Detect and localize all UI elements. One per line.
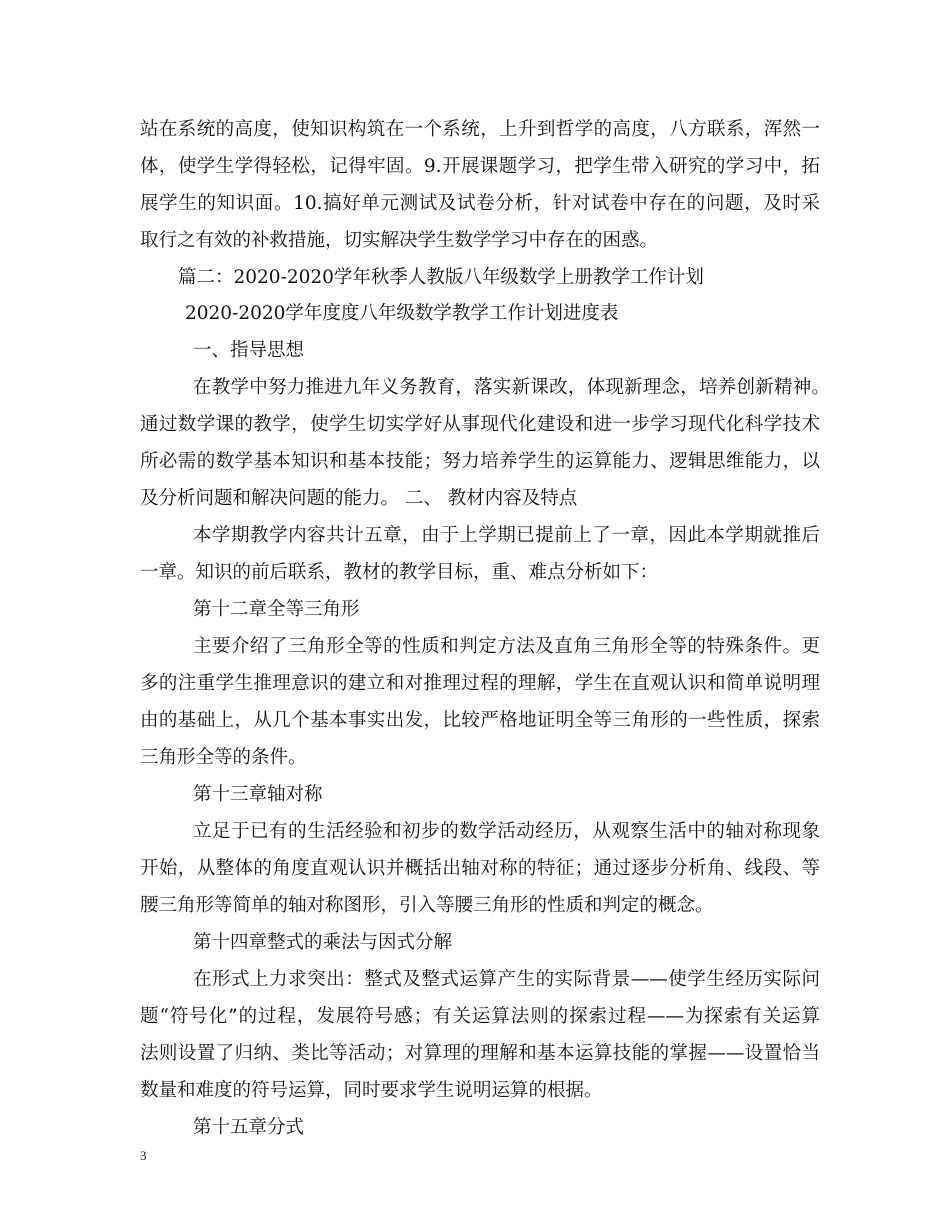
page-number: 3	[140, 1148, 147, 1163]
paragraph-line: 主要介绍了三角形全等的性质和判定方法及直角三角形全等的特殊条件。更	[193, 636, 820, 657]
paragraph-line: 本学期教学内容共计五章，由于上学期已提前上了一章，因此本学期就推后	[193, 525, 820, 546]
paragraph-line: 通过数学课的教学，使学生切实学好从事现代化建设和进一步学习现代化科学技术	[140, 414, 820, 435]
chapter-heading: 第十五章分式	[193, 1117, 305, 1138]
paragraph-line: 一章。知识的前后联系，教材的教学目标，重、难点分析如下：	[140, 562, 659, 583]
paragraph-line: 腰三角形等简单的轴对称图形，引入等腰三角形的性质和判定的概念。	[140, 895, 714, 916]
paragraph-line: 所必需的数学基本知识和基本技能；努力培养学生的运算能力、逻辑思维能力，以	[140, 451, 820, 472]
chapter-heading: 第十三章轴对称	[193, 784, 323, 805]
paragraph-line: 多的注重学生推理意识的建立和对推理过程的理解，学生在直观认识和简单说明理	[140, 673, 820, 694]
paragraph-line: 数量和难度的符号运算，同时要求学生说明运算的根据。	[140, 1080, 603, 1101]
paragraph-line: 在教学中努力推进九年义务教育，落实新课改，体现新理念，培养创新精神。	[193, 377, 830, 398]
paragraph-line: 由的基础上，从几个基本事实出发，比较严格地证明全等三角形的一些性质，探索	[140, 710, 820, 731]
paragraph-line: 三角形全等的条件。	[140, 747, 307, 768]
paragraph-line: 及分析问题和解决问题的能力。 二、 教材内容及特点	[140, 488, 578, 509]
paragraph-line: 展学生的知识面。10.搞好单元测试及试卷分析，针对试卷中存在的问题，及时采	[140, 193, 820, 214]
paragraph-line: 在形式上力求突出：整式及整式运算产生的实际背景——使学生经历实际问	[193, 969, 820, 990]
paragraph-line: 取行之有效的补救措施，切实解决学生数学学习中存在的困惑。	[140, 230, 659, 251]
chapter-heading: 第十二章全等三角形	[193, 599, 360, 620]
paragraph-line: 题“符号化”的过程，发展符号感；有关运算法则的探索过程——为探索有关运算	[140, 1006, 820, 1027]
paragraph-line: 开始，从整体的角度直观认识并概括出轴对称的特征；通过逐步分析角、线段、等	[140, 858, 820, 879]
paragraph-line: 立足于已有的生活经验和初步的数学活动经历，从观察生活中的轴对称现象	[193, 821, 820, 842]
document-title: 2020-2020学年度度八年级数学教学工作计划进度表	[185, 303, 619, 324]
paragraph-line: 体，使学生学得轻松，记得牢固。9.开展课题学习，把学生带入研究的学习中，拓	[140, 156, 820, 177]
section-heading: 篇二：2020-2020学年秋季人教版八年级数学上册教学工作计划	[178, 267, 704, 288]
chapter-heading: 第十四章整式的乘法与因式分解	[193, 932, 453, 953]
paragraph-line: 站在系统的高度，使知识构筑在一个系统，上升到哲学的高度，八方联系，浑然一	[140, 119, 820, 140]
paragraph-line: 法则设置了归纳、类比等活动；对算理的理解和基本运算技能的掌握——设置恰当	[140, 1043, 820, 1064]
section-heading: 一、指导思想	[193, 340, 305, 361]
